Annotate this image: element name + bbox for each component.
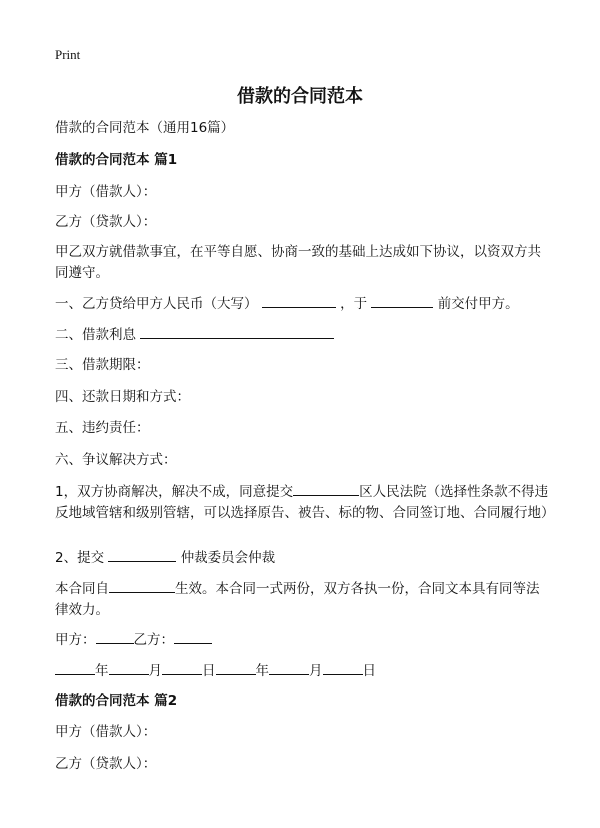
effect-date-blank [109, 578, 175, 593]
item5-text: 五、违约责任： [55, 420, 150, 436]
item1-text-a: 一、乙方贷给甲方人民币（大写） [55, 296, 258, 312]
item1-amount-blank [262, 293, 336, 308]
item4-text: 四、还款日期和方式： [55, 389, 190, 405]
item1-date-blank [371, 293, 433, 308]
date1-year: 年 [95, 663, 109, 679]
clause1-text-a: 1，双方协商解决，解决不成，同意提交 [55, 484, 294, 500]
date2-year: 年 [255, 663, 269, 679]
section2-party-b: 乙方（贷款人）： [55, 756, 157, 772]
date2-year-blank [216, 660, 256, 675]
clause1-text-b: 区人民法院（选择性条款不得违反地域管辖和级别管辖，可以选择原告、被告、标的物、合同签订地、合同履行地） [55, 484, 555, 521]
item3-text: 三、借款期限： [55, 357, 150, 373]
print-link[interactable]: Print [55, 47, 81, 62]
effect-text-b: 生效。本合同一式两份，双方各执一份，合同文本具有同等法律效力。 [55, 581, 540, 618]
section1-party-a: 甲方（借款人）： [55, 184, 157, 200]
clause2-text-b: 仲裁委员会仲裁 [180, 550, 276, 566]
sign-a-text: 甲方： [55, 632, 96, 648]
date2-day: 日 [362, 663, 376, 679]
clause2-arbitration-blank [108, 547, 176, 562]
item1-line [55, 293, 519, 315]
item2-interest-blank [140, 324, 334, 339]
item2-text: 二、借款利息 [55, 327, 136, 343]
section1-party-b: 乙方（贷款人）： [55, 214, 157, 230]
date1-day-blank [162, 660, 202, 675]
date1-year-blank [55, 660, 95, 675]
clause2-line [55, 547, 275, 569]
date2-day-blank [323, 660, 363, 675]
sign-b-text: 乙方： [133, 632, 174, 648]
item6-text: 六、争议解决方式： [55, 452, 177, 468]
date1-day: 日 [202, 663, 216, 679]
date1-month-blank [109, 660, 149, 675]
sign-b-blank [174, 629, 212, 644]
effect-paragraph [55, 578, 550, 621]
sign-a-blank [96, 629, 134, 644]
date2-month-blank [269, 660, 309, 675]
clause2-text-a: 2、提交 [55, 550, 105, 566]
section2-party-a: 甲方（借款人）： [55, 724, 157, 740]
date2-month: 月 [309, 663, 323, 679]
document-subtitle: 借款的合同范本（通用16篇） [55, 120, 235, 136]
section1-intro: 甲乙双方就借款事宜，在平等自愿、协商一致的基础上达成如下协议，以资双方共同遵守。 [55, 244, 541, 281]
document-title: 借款的合同范本 [237, 86, 363, 107]
date-line [55, 660, 376, 682]
item2-line [55, 324, 334, 346]
date1-month: 月 [148, 663, 162, 679]
effect-text-a: 本合同自 [55, 581, 109, 597]
section1-heading: 借款的合同范本 篇1 [55, 152, 178, 168]
signature-line [55, 629, 212, 651]
clause1-paragraph [55, 481, 555, 524]
clause1-court-blank [293, 481, 359, 496]
item1-text-b: ，于 [340, 296, 368, 312]
section2-heading: 借款的合同范本 篇2 [55, 693, 178, 709]
item1-text-c: 前交付甲方。 [437, 296, 519, 312]
